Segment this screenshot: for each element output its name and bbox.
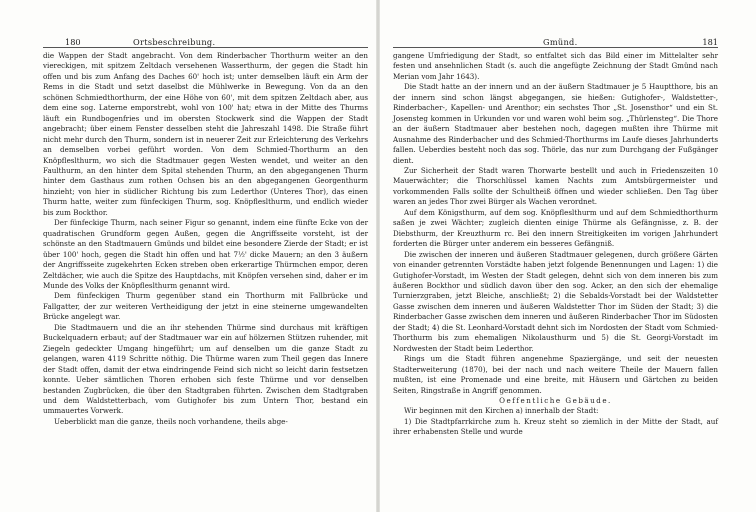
page-number: 180 (65, 37, 81, 47)
paragraph: Rings um die Stadt führen angenehme Spaziergänge, und seit der neuesten Stadterweiterung (1870), bei der nach und nach weitere Theile der Mauern fallen mußten, ist eine Promenade und eine breite, mit Häusern und Gärtchen zu beiden Seiten, Ringstraße in Angriff genommen. (393, 354, 718, 395)
paragraph: Wir beginnen mit den Kirchen a) innerhalb der Stadt: (404, 406, 599, 416)
page-number: 181 (702, 37, 718, 47)
paragraph: Die Stadtmauern und die an ihr stehenden Thürme sind durchaus mit kräftigen Buckelquadern erbaut; auf der Stadtmauer war ein auf hölzernen Stützen ruhender, mit Ziegeln gedeckter Umgang hingeführt; um auf denselben um die ganze Stadt zu gelangen, waren 4119 Schritte nöthig. Die Thürme waren zum Theil gegen das Innere der Stadt offen, damit der etwa eindringende Feind sich nicht so leicht darin festsetzen konnte. Ueber sämtlichen Thoren erhoben sich feste Thürme und vor denselben bestanden Zugbrücken, die über den Stadtgraben führten. Zwischen dem Stadtgraben und dem Waldstetterbach, vom Gutighofer bis zum Untern Thor, bestand ein ummauertes Vorwerk. (43, 322, 368, 416)
book-gutter (376, 0, 380, 512)
paragraph: Auf dem Königsthurm, auf dem sog. Knöpfleslthurm und auf dem Schmiedthorthurm saßen je zwei Wächter; zugleich dienten einige Thürme als Gefängnisse, z. B. der Diebsthurm, der Kreuzthurm rc. Bei den innern Streitigkeiten im vorigen Jahrhundert forderten die Bürger unter anderem ein besseres Gefängniß. (393, 207, 718, 249)
paragraph: die Wappen der Stadt angebracht. Von dem Rinderbacher Thorthurm weiter an den viereckigen, mit spitzem Zeltdach versehenen Wasserthurm, der gegen die Stadt hin offen und bis zum Anfang des Daches 60' hoch ist; unter demselben läuft ein Arm der Rems in die Stadt und setzt daselbst die Mühlwerke in Bewegung. Von da an den schönen Schmiedthorthurm, der eine Höhe von 60', mit dem spitzen Zeltdach aber, aus dem eine sog. Laterne emporstrebt, wohl von 100' hat; etwa in der Mitte des Thurms läuft ein Rundbogenfries und im obersten Stockwerk sind die Wappen der Stadt angebracht; über einem Fenster desselben steht die Jahreszahl 1498. Die Straße führt nicht mehr durch den Thurm, sondern ist in neuerer Zeit zur Erleichterung des Verkehrs an demselben vorbei geführt worden. Von dem Schmied-Thorthurm an den Knöpfleslthurm, wo sich die Stadtmauer gegen Westen wendet, und weiter an den Faulthurm, an den hinter dem Spital stehenden Thurm, an den abgegangenen Thurm hinter dem Gasthaus zum rothen Ochsen bis an den abgegangenen Georgenthurm hinzieht; von hier in südlicher Richtung bis zum Lederthor (Unteres Thor), das einen Thurm hatte, weiter zum fünfeckigen Thurm, sog. Knöpfleslthurm, und endlich wieder bis zum Bockthor. (43, 51, 368, 217)
left-page (43, 36, 368, 427)
running-title: Ortsbeschreibung. (133, 37, 216, 47)
left-page-body (43, 51, 368, 427)
paragraph: 1) Die Stadtpfarrkirche zum h. Kreuz steht so ziemlich in der Mitte der Stadt, auf ihrer erhabensten Stelle und wurde (393, 416, 718, 437)
left-page-header (43, 36, 368, 48)
paragraph: Zur Sicherheit der Stadt waren Thorwarte bestellt und auch in Friedenszeiten 10 Mauerwächter; die Thorschlüssel kamen Nachts zum Amtsbürgermeister und vorkommenden Falls sollte der Schultheiß öffnen und wieder schließen. Den Tag über waren an jedes Thor zwei Bürger als Wachen verordnet. (393, 165, 718, 207)
paragraph: gangene Umfriedigung der Stadt, so entfaltet sich das Bild einer im Mittelalter sehr festen und ansehnlichen Stadt (s. auch die angefügte Zeichnung der Stadt Gmünd nach Merian vom Jahr 1643). (393, 51, 718, 81)
paragraph: Dem fünfeckigen Thurm gegenüber stand ein Thorthurm mit Fallbrücke und Fallgatter, der zur weiteren Vertheidigung der jetzt in eine steinerne umgewandelten Brücke angelegt war. (43, 291, 368, 322)
paragraph: Der fünfeckige Thurm, nach seiner Figur so genannt, indem eine fünfte Ecke von der quadratischen Grundform gegen Außen, gegen die Angriffsseite vorsteht, ist der schönste an den Stadtmauern Gmünds und bildet eine besondere Zierde der Stadt; er ist über 100' hoch, gegen die Stadt hin offen und hat 7½' dicke Mauern; an den 3 äußern der Angriffsseite zugekehrten Ecken streben oben erkerartige Thürmchen empor, deren Zeltdächer, wie auch die Spitze des Hauptdachs, mit Knöpfen versehen sind, daher er im Munde des Volks der Knöpfleslthurm genannt wird. (43, 218, 368, 290)
paragraph: Die zwischen der inneren und äußeren Stadtmauer gelegenen, durch größere Gärten von einander getrennten Vorstädte haben jetzt folgende Benennungen und Lagen: 1) die Gutighofer-Vorstadt, im Westen der Stadt gelegen, dehnt sich von dem inneren bis zum äußeren Bockthor und südlich davon über den sog. Acker, an den sich der ehemalige Turnierzgraben, jetzt Bleiche, anschließt; 2) die Sebalds-Vorstadt bei der Waldstetter Gasse zwischen dem inneren und äußeren Waldstetter Thor im Süden der Stadt; 3) die Rinderbacher Gasse zwischen dem inneren und äußeren Rinderbacher Thor im Südosten der Stadt; 4) die St. Leonhard-Vorstadt dehnt sich im Nordosten der Stadt vom Schmied-Thorthurm bis zum ehemaligen Nikolausthurm und 5) die St. Georgi-Vorstadt im Nordwesten der Stadt beim Lederthor. (393, 249, 718, 353)
paragraph: Die Stadt hatte an der innern und an der äußern Stadtmauer je 5 Hauptthore, bis an der innern sind schon längst abgegangen, sie hießen: Gutighofer-, Waldstetter-, Rinderbacher-, Kapellen- und Arenthor; ein sechstes Thor „St. Josensthor“ und ein St. Josensteg kommen in Urkunden vor und waren wohl beim sog. „Thürlensteg“. Die Thore an der äußern Stadtmauer aber bestehen noch, dagegen mußten ihre Thürme mit Ausnahme des Rinderbacher und des Schmied-Thorthurms im Laufe dieses Jahrhunderts fallen. Ueberdies besteht noch das sog. Thörle, das nur zum Durchgang der Fußgänger dient. (393, 82, 718, 165)
section-heading: Oeffentliche Gebäude. (499, 395, 612, 405)
running-title: Gmünd. (543, 37, 578, 47)
right-page-header (393, 36, 718, 48)
right-page-body (393, 51, 718, 438)
paragraph: Ueberblickt man die ganze, theils noch vorhandene, theils abge- (54, 416, 288, 426)
right-page (393, 36, 718, 438)
